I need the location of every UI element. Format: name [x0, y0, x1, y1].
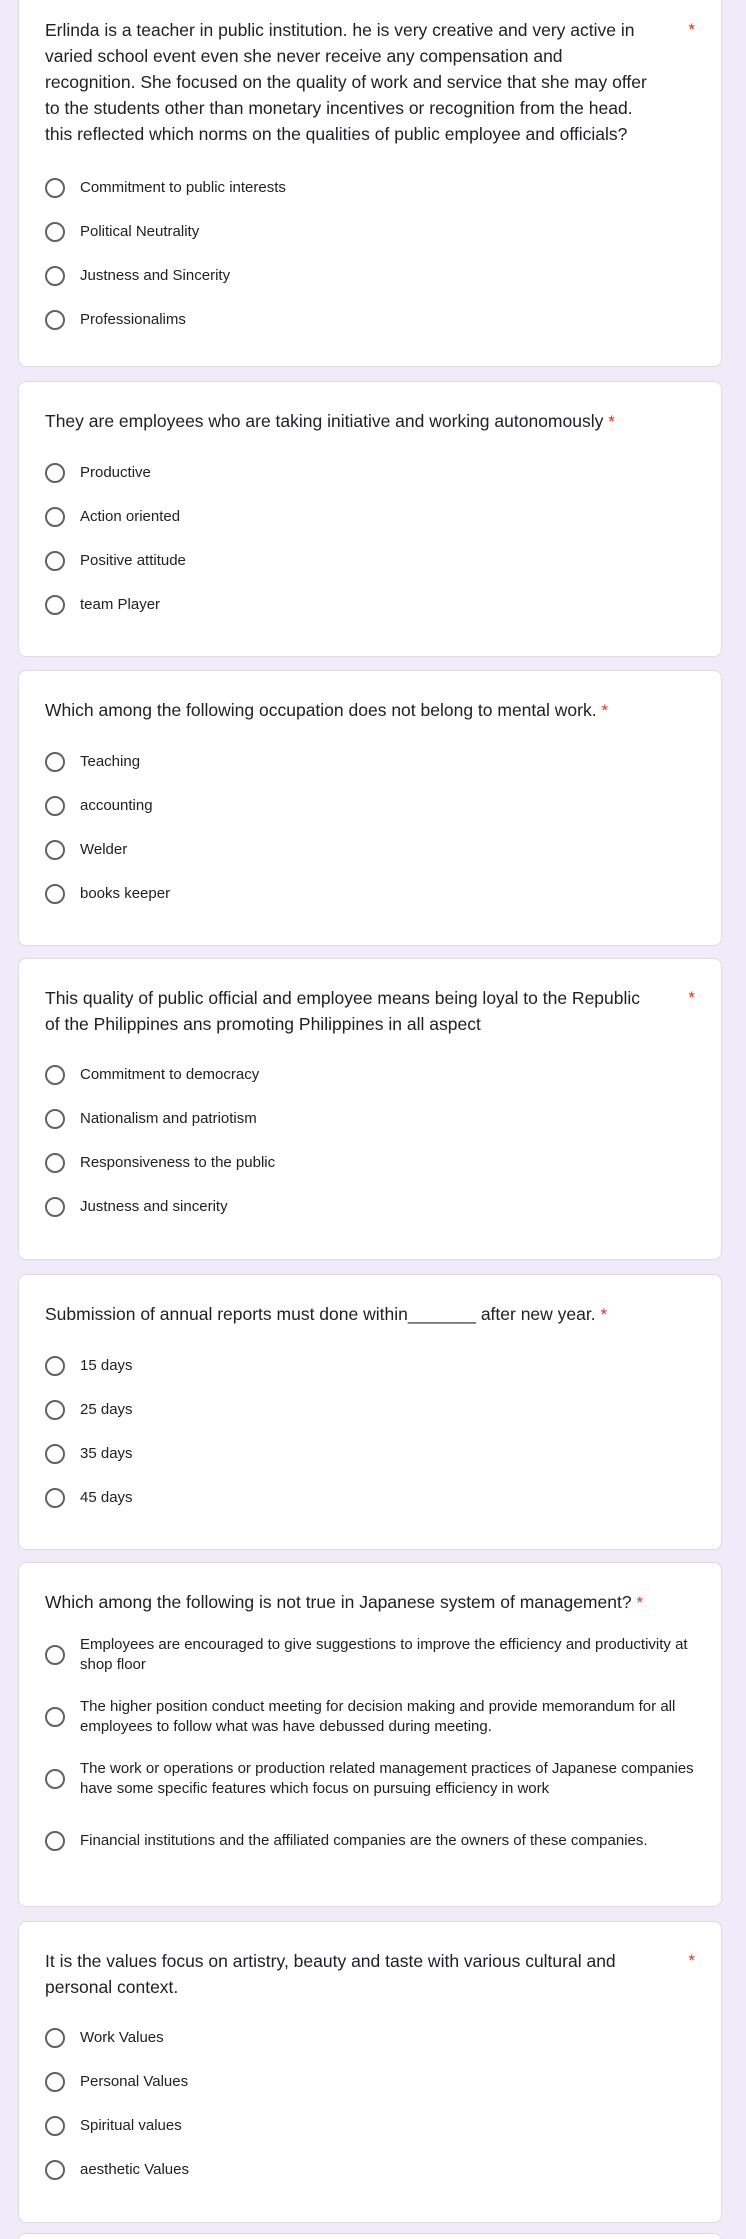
options-list-4	[45, 1053, 695, 1229]
radio-circle-icon[interactable]	[45, 2072, 65, 2092]
radio-circle-icon[interactable]	[45, 1109, 65, 1129]
options-list-3	[45, 740, 695, 916]
question-card-7	[18, 1921, 722, 2223]
required-asterisk: *	[636, 1593, 644, 1612]
required-asterisk: *	[601, 701, 609, 720]
radio-circle-icon[interactable]	[45, 840, 65, 860]
radio-circle-icon[interactable]	[45, 222, 65, 242]
question-title-5: Submission of annual reports must done within_______ after new year. *	[45, 1304, 608, 1324]
radio-circle-icon[interactable]	[45, 2028, 65, 2048]
question-title-6: Which among the following is not true in Japanese system of management? *	[45, 1592, 644, 1612]
radio-circle-icon[interactable]	[45, 507, 65, 527]
radio-option[interactable]: 35 days	[45, 1432, 695, 1476]
question-title-7: It is the values focus on artistry, beauty and taste with various cultural and personal context. *	[45, 1944, 695, 2000]
question-card-2	[18, 381, 722, 657]
radio-circle-icon[interactable]	[45, 884, 65, 904]
radio-circle-icon[interactable]	[45, 1065, 65, 1085]
radio-option[interactable]: accounting	[45, 784, 695, 828]
radio-option[interactable]: 45 days	[45, 1476, 695, 1520]
required-asterisk: *	[688, 20, 695, 39]
radio-circle-icon[interactable]	[45, 1400, 65, 1420]
radio-circle-icon[interactable]	[45, 2160, 65, 2180]
radio-option[interactable]: Positive attitude	[45, 539, 695, 583]
radio-option[interactable]: Political Neutrality	[45, 210, 695, 254]
required-asterisk: *	[688, 1951, 695, 1970]
radio-option[interactable]: Spiritual values	[45, 2104, 695, 2148]
radio-option[interactable]: 25 days	[45, 1388, 695, 1432]
question-card-5	[18, 1274, 722, 1550]
radio-option[interactable]: Welder	[45, 828, 695, 872]
question-card-1	[18, 0, 722, 367]
options-list-6	[45, 1624, 695, 1872]
options-list-1	[45, 166, 695, 342]
question-title-3: Which among the following occupation does not belong to mental work. *	[45, 700, 609, 720]
question-title-4: This quality of public official and employee means being loyal to the Republic of the Philippines ans promoting Philippines in all aspect *	[45, 981, 695, 1037]
radio-circle-icon[interactable]	[45, 551, 65, 571]
radio-circle-icon[interactable]	[45, 1356, 65, 1376]
radio-option[interactable]: Employees are encouraged to give suggestions to improve the efficiency and productivity at shop floor	[45, 1624, 695, 1686]
radio-circle-icon[interactable]	[45, 1707, 65, 1727]
radio-option[interactable]: Action oriented	[45, 495, 695, 539]
radio-circle-icon[interactable]	[45, 310, 65, 330]
radio-option[interactable]: aesthetic Values	[45, 2148, 695, 2192]
options-list-2	[45, 451, 695, 627]
options-list-5	[45, 1344, 695, 1520]
radio-option[interactable]: Professionalims	[45, 298, 695, 342]
radio-circle-icon[interactable]	[45, 2116, 65, 2136]
radio-option[interactable]: The work or operations or production related management practices of Japanese companies have some specific features which focus on pursuing efficiency in work	[45, 1748, 695, 1810]
radio-circle-icon[interactable]	[45, 178, 65, 198]
question-title-2: They are employees who are taking initiative and working autonomously *	[45, 411, 615, 431]
radio-circle-icon[interactable]	[45, 1488, 65, 1508]
radio-circle-icon[interactable]	[45, 752, 65, 772]
radio-option[interactable]: Nationalism and patriotism	[45, 1097, 695, 1141]
radio-circle-icon[interactable]	[45, 796, 65, 816]
radio-circle-icon[interactable]	[45, 1153, 65, 1173]
radio-option[interactable]: Personal Values	[45, 2060, 695, 2104]
question-card-3	[18, 670, 722, 946]
question-card-4	[18, 958, 722, 1260]
radio-option[interactable]: Financial institutions and the affiliated companies are the owners of these companies.	[45, 1810, 695, 1872]
radio-option[interactable]: Justness and Sincerity	[45, 254, 695, 298]
options-list-7	[45, 2016, 695, 2192]
radio-option[interactable]: books keeper	[45, 872, 695, 916]
radio-option[interactable]: The higher position conduct meeting for decision making and provide memorandum for all employees to follow what was have debussed during meeting.	[45, 1686, 695, 1748]
radio-circle-icon[interactable]	[45, 1645, 65, 1665]
radio-option[interactable]: Teaching	[45, 740, 695, 784]
radio-option[interactable]: 15 days	[45, 1344, 695, 1388]
required-asterisk: *	[688, 988, 695, 1007]
radio-option[interactable]: Responsiveness to the public	[45, 1141, 695, 1185]
radio-option[interactable]: Justness and sincerity	[45, 1185, 695, 1229]
question-card-6	[18, 1562, 722, 1907]
required-asterisk: *	[600, 1305, 608, 1324]
question-title-1: Erlinda is a teacher in public institution. he is very creative and very active in varied school event even she never receive any compensation and recognition. She focused on the quality of work and service that she may offer to the students other than monetary incentives or recognition from the head. this reflected which norms on the qualities of public employee and officials? *	[45, 13, 695, 147]
radio-option[interactable]: Commitment to public interests	[45, 166, 695, 210]
radio-option[interactable]: Commitment to democracy	[45, 1053, 695, 1097]
required-asterisk: *	[608, 412, 615, 431]
radio-option[interactable]: Work Values	[45, 2016, 695, 2060]
question-card-next	[18, 2233, 722, 2239]
radio-circle-icon[interactable]	[45, 1444, 65, 1464]
radio-circle-icon[interactable]	[45, 1197, 65, 1217]
radio-circle-icon[interactable]	[45, 266, 65, 286]
radio-circle-icon[interactable]	[45, 463, 65, 483]
radio-option[interactable]: Productive	[45, 451, 695, 495]
radio-circle-icon[interactable]	[45, 595, 65, 615]
radio-circle-icon[interactable]	[45, 1831, 65, 1851]
radio-option[interactable]: team Player	[45, 583, 695, 627]
radio-circle-icon[interactable]	[45, 1769, 65, 1789]
